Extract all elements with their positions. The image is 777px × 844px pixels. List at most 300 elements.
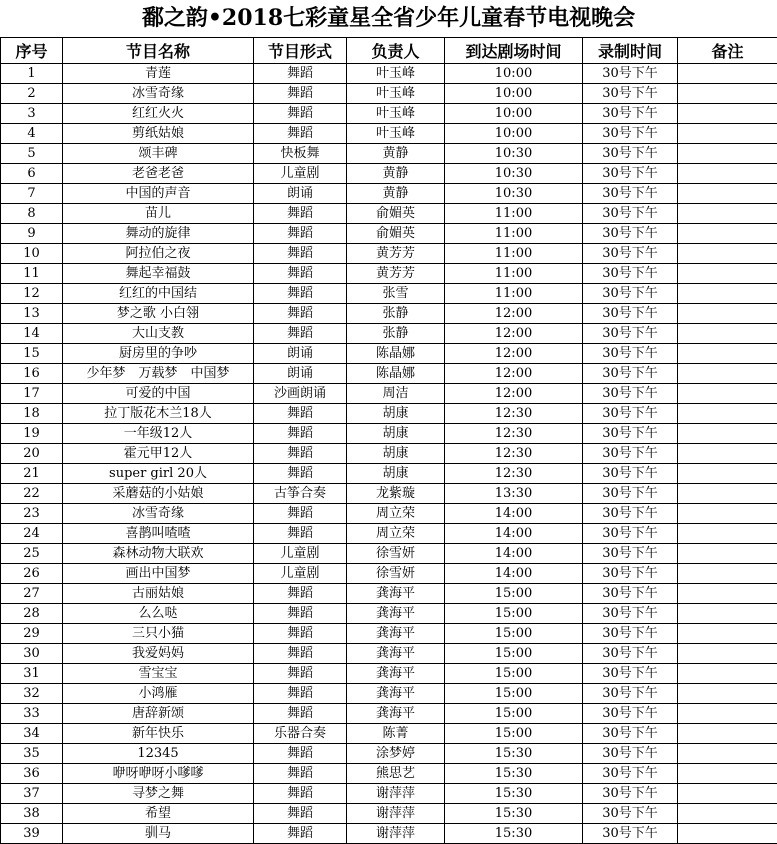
cell-name[interactable]: 红红的中国结 [63,284,254,304]
cell-arrive-time[interactable]: 15:00 [445,604,583,624]
cell-name[interactable]: 雪宝宝 [63,664,254,684]
cell-owner[interactable]: 俞媚英 [347,204,445,224]
cell-no[interactable]: 8 [1,204,63,224]
cell-arrive-time[interactable]: 10:30 [445,184,583,204]
cell-no[interactable]: 4 [1,124,63,144]
cell-no[interactable]: 29 [1,624,63,644]
cell-owner[interactable]: 陈晶娜 [347,344,445,364]
cell-owner[interactable]: 徐雪妍 [347,544,445,564]
cell-name[interactable]: 希望 [63,804,254,824]
cell-form[interactable]: 舞蹈 [254,104,347,124]
cell-arrive-time[interactable]: 12:00 [445,304,583,324]
cell-note[interactable] [678,224,777,244]
cell-form[interactable]: 舞蹈 [254,424,347,444]
cell-form[interactable]: 舞蹈 [254,524,347,544]
cell-note[interactable] [678,304,777,324]
cell-form[interactable]: 舞蹈 [254,264,347,284]
cell-form[interactable]: 舞蹈 [254,804,347,824]
cell-name[interactable]: 采蘑菇的小姑娘 [63,484,254,504]
cell-owner[interactable]: 黄静 [347,144,445,164]
cell-form[interactable]: 舞蹈 [254,84,347,104]
cell-arrive-time[interactable]: 15:00 [445,724,583,744]
cell-note[interactable] [678,804,777,824]
cell-record-time[interactable]: 30号下午 [583,84,678,104]
cell-owner[interactable]: 龚海平 [347,604,445,624]
cell-record-time[interactable]: 30号下午 [583,524,678,544]
cell-owner[interactable]: 叶玉峰 [347,84,445,104]
cell-no[interactable]: 39 [1,824,63,844]
cell-arrive-time[interactable]: 11:00 [445,284,583,304]
table-row [1,764,777,784]
cell-name[interactable]: 古丽姑娘 [63,584,254,604]
program-table [0,37,777,844]
cell-note[interactable] [678,704,777,724]
cell-record-time[interactable]: 30号下午 [583,544,678,564]
cell-arrive-time[interactable]: 12:00 [445,364,583,384]
cell-no[interactable]: 22 [1,484,63,504]
cell-form[interactable]: 朗诵 [254,364,347,384]
cell-form[interactable]: 舞蹈 [254,284,347,304]
cell-arrive-time[interactable]: 15:00 [445,644,583,664]
cell-note[interactable] [678,264,777,284]
cell-arrive-time[interactable]: 15:00 [445,584,583,604]
cell-owner[interactable]: 胡康 [347,424,445,444]
cell-no[interactable]: 36 [1,764,63,784]
cell-no[interactable]: 7 [1,184,63,204]
cell-owner[interactable]: 叶玉峰 [347,124,445,144]
cell-note[interactable] [678,204,777,224]
cell-record-time[interactable]: 30号下午 [583,744,678,764]
cell-record-time[interactable]: 30号下午 [583,824,678,844]
cell-name[interactable]: 阿拉伯之夜 [63,244,254,264]
cell-form[interactable]: 舞蹈 [254,624,347,644]
cell-owner[interactable]: 胡康 [347,444,445,464]
cell-record-time[interactable]: 30号下午 [583,444,678,464]
header-name[interactable]: 节目名称 [63,38,254,64]
cell-no[interactable]: 18 [1,404,63,424]
cell-record-time[interactable]: 30号下午 [583,244,678,264]
cell-name[interactable]: 我爱妈妈 [63,644,254,664]
cell-record-time[interactable]: 30号下午 [583,484,678,504]
cell-arrive-time[interactable]: 15:30 [445,744,583,764]
cell-no[interactable]: 3 [1,104,63,124]
cell-arrive-time[interactable]: 12:00 [445,384,583,404]
cell-owner[interactable]: 龚海平 [347,584,445,604]
cell-note[interactable] [678,464,777,484]
cell-record-time[interactable]: 30号下午 [583,784,678,804]
cell-owner[interactable]: 谢萍萍 [347,804,445,824]
cell-arrive-time[interactable]: 12:30 [445,464,583,484]
cell-owner[interactable]: 黄静 [347,184,445,204]
table-row [1,684,777,704]
cell-record-time[interactable]: 30号下午 [583,764,678,784]
cell-no[interactable]: 10 [1,244,63,264]
cell-record-time[interactable]: 30号下午 [583,704,678,724]
header-record-time[interactable]: 录制时间 [583,38,678,64]
cell-no[interactable]: 17 [1,384,63,404]
cell-note[interactable] [678,524,777,544]
cell-form[interactable]: 舞蹈 [254,324,347,344]
cell-record-time[interactable]: 30号下午 [583,384,678,404]
cell-arrive-time[interactable]: 14:00 [445,564,583,584]
cell-owner[interactable]: 龙紫璇 [347,484,445,504]
cell-arrive-time[interactable]: 10:00 [445,124,583,144]
table-body [1,64,777,844]
cell-no[interactable]: 23 [1,504,63,524]
table-row [1,504,777,524]
cell-name[interactable]: 少年梦 万载梦 中国梦 [63,364,254,384]
cell-name[interactable]: 12345 [63,744,254,764]
cell-form[interactable]: 舞蹈 [254,504,347,524]
cell-arrive-time[interactable]: 15:30 [445,824,583,844]
cell-note[interactable] [678,564,777,584]
cell-form[interactable]: 朗诵 [254,344,347,364]
cell-note[interactable] [678,164,777,184]
cell-owner[interactable]: 龚海平 [347,704,445,724]
cell-form[interactable]: 舞蹈 [254,584,347,604]
table-row [1,804,777,824]
cell-arrive-time[interactable]: 12:30 [445,404,583,424]
cell-record-time[interactable]: 30号下午 [583,64,678,84]
cell-name[interactable]: 驯马 [63,824,254,844]
cell-owner[interactable]: 俞媚英 [347,224,445,244]
cell-owner[interactable]: 谢萍萍 [347,824,445,844]
cell-arrive-time[interactable]: 10:30 [445,144,583,164]
cell-no[interactable]: 20 [1,444,63,464]
cell-form[interactable]: 朗诵 [254,184,347,204]
cell-arrive-time[interactable]: 10:00 [445,104,583,124]
cell-name[interactable]: 三只小猫 [63,624,254,644]
cell-arrive-time[interactable]: 10:00 [445,84,583,104]
cell-form[interactable]: 乐器合奏 [254,724,347,744]
cell-note[interactable] [678,544,777,564]
cell-arrive-time[interactable]: 11:00 [445,244,583,264]
cell-form[interactable]: 舞蹈 [254,204,347,224]
cell-owner[interactable]: 陈菁 [347,724,445,744]
cell-form[interactable]: 舞蹈 [254,604,347,624]
cell-form[interactable]: 儿童剧 [254,164,347,184]
cell-record-time[interactable]: 30号下午 [583,104,678,124]
cell-name[interactable]: 新年快乐 [63,724,254,744]
table-row [1,144,777,164]
cell-note[interactable] [678,244,777,264]
cell-no[interactable]: 33 [1,704,63,724]
header-form[interactable]: 节目形式 [254,38,347,64]
cell-name[interactable]: 舞起幸福鼓 [63,264,254,284]
cell-record-time[interactable]: 30号下午 [583,604,678,624]
cell-name[interactable]: 红红火火 [63,104,254,124]
cell-no[interactable]: 38 [1,804,63,824]
cell-note[interactable] [678,384,777,404]
cell-owner[interactable]: 龚海平 [347,664,445,684]
cell-owner[interactable]: 胡康 [347,404,445,424]
cell-arrive-time[interactable]: 15:00 [445,624,583,644]
cell-no[interactable]: 2 [1,84,63,104]
cell-name[interactable]: 冰雪奇缘 [63,84,254,104]
cell-arrive-time[interactable]: 14:00 [445,544,583,564]
cell-owner[interactable]: 张静 [347,304,445,324]
cell-owner[interactable]: 周洁 [347,384,445,404]
cell-record-time[interactable]: 30号下午 [583,624,678,644]
cell-owner[interactable]: 龚海平 [347,644,445,664]
cell-owner[interactable]: 黄静 [347,164,445,184]
cell-no[interactable]: 34 [1,724,63,744]
cell-arrive-time[interactable]: 10:00 [445,64,583,84]
table-row [1,364,777,384]
cell-record-time[interactable]: 30号下午 [583,584,678,604]
cell-record-time[interactable]: 30号下午 [583,144,678,164]
cell-form[interactable]: 舞蹈 [254,244,347,264]
cell-owner[interactable]: 陈晶娜 [347,364,445,384]
cell-arrive-time[interactable]: 12:00 [445,324,583,344]
cell-name[interactable]: 画出中国梦 [63,564,254,584]
cell-no[interactable]: 37 [1,784,63,804]
cell-no[interactable]: 13 [1,304,63,324]
cell-arrive-time[interactable]: 12:00 [445,344,583,364]
cell-owner[interactable]: 谢萍萍 [347,784,445,804]
cell-arrive-time[interactable]: 11:00 [445,224,583,244]
header-note[interactable]: 备注 [678,38,777,64]
header-arrive-time[interactable]: 到达剧场时间 [445,38,583,64]
cell-note[interactable] [678,344,777,364]
cell-owner[interactable]: 叶玉峰 [347,64,445,84]
cell-owner[interactable]: 黄芳芳 [347,264,445,284]
cell-record-time[interactable]: 30号下午 [583,684,678,704]
cell-record-time[interactable]: 30号下午 [583,564,678,584]
cell-arrive-time[interactable]: 12:30 [445,444,583,464]
cell-form[interactable]: 舞蹈 [254,224,347,244]
cell-note[interactable] [678,744,777,764]
cell-form[interactable]: 儿童剧 [254,544,347,564]
cell-form[interactable]: 快板舞 [254,144,347,164]
cell-note[interactable] [678,324,777,344]
cell-form[interactable]: 舞蹈 [254,304,347,324]
cell-name[interactable]: 森林动物大联欢 [63,544,254,564]
cell-note[interactable] [678,764,777,784]
cell-no[interactable]: 16 [1,364,63,384]
cell-form[interactable]: 舞蹈 [254,464,347,484]
cell-note[interactable] [678,604,777,624]
table-row [1,164,777,184]
cell-note[interactable] [678,144,777,164]
cell-note[interactable] [678,684,777,704]
cell-record-time[interactable]: 30号下午 [583,424,678,444]
table-row [1,324,777,344]
cell-no[interactable]: 30 [1,644,63,664]
cell-arrive-time[interactable]: 11:00 [445,264,583,284]
cell-name[interactable]: super girl 20人 [63,464,254,484]
cell-record-time[interactable]: 30号下午 [583,304,678,324]
cell-record-time[interactable]: 30号下午 [583,504,678,524]
cell-note[interactable] [678,784,777,804]
cell-form[interactable]: 舞蹈 [254,684,347,704]
cell-note[interactable] [678,184,777,204]
cell-record-time[interactable]: 30号下午 [583,804,678,824]
cell-record-time[interactable]: 30号下午 [583,224,678,244]
cell-owner[interactable]: 叶玉峰 [347,104,445,124]
cell-form[interactable]: 舞蹈 [254,64,347,84]
cell-note[interactable] [678,364,777,384]
cell-no[interactable]: 9 [1,224,63,244]
cell-record-time[interactable]: 30号下午 [583,284,678,304]
cell-name[interactable]: 颂丰碑 [63,144,254,164]
cell-owner[interactable]: 熊思艺 [347,764,445,784]
cell-record-time[interactable]: 30号下午 [583,324,678,344]
cell-owner[interactable]: 龚海平 [347,684,445,704]
cell-name[interactable]: 唐辞新颂 [63,704,254,724]
cell-form[interactable]: 儿童剧 [254,564,347,584]
cell-name[interactable]: 喜鹊叫喳喳 [63,524,254,544]
cell-name[interactable]: 老爸老爸 [63,164,254,184]
cell-name[interactable]: 青莲 [63,64,254,84]
cell-form[interactable]: 舞蹈 [254,784,347,804]
cell-arrive-time[interactable]: 15:30 [445,784,583,804]
header-row [1,38,777,64]
cell-name[interactable]: 苗儿 [63,204,254,224]
cell-no[interactable]: 12 [1,284,63,304]
cell-no[interactable]: 25 [1,544,63,564]
cell-arrive-time[interactable]: 15:00 [445,664,583,684]
cell-owner[interactable]: 胡康 [347,464,445,484]
cell-owner[interactable]: 龚海平 [347,624,445,644]
cell-form[interactable]: 舞蹈 [254,644,347,664]
cell-arrive-time[interactable]: 12:30 [445,424,583,444]
cell-no[interactable]: 19 [1,424,63,444]
cell-no[interactable]: 1 [1,64,63,84]
cell-note[interactable] [678,124,777,144]
cell-no[interactable]: 6 [1,164,63,184]
cell-note[interactable] [678,644,777,664]
cell-name[interactable]: 梦之歌 小白翎 [63,304,254,324]
cell-no[interactable]: 35 [1,744,63,764]
cell-record-time[interactable]: 30号下午 [583,184,678,204]
cell-arrive-time[interactable]: 10:30 [445,164,583,184]
cell-arrive-time[interactable]: 11:00 [445,204,583,224]
cell-note[interactable] [678,584,777,604]
table-row [1,84,777,104]
cell-note[interactable] [678,504,777,524]
cell-name[interactable]: 可爱的中国 [63,384,254,404]
cell-no[interactable]: 21 [1,464,63,484]
cell-form[interactable]: 舞蹈 [254,444,347,464]
cell-form[interactable]: 古筝合奏 [254,484,347,504]
cell-owner[interactable]: 徐雪妍 [347,564,445,584]
cell-no[interactable]: 32 [1,684,63,704]
cell-record-time[interactable]: 30号下午 [583,344,678,364]
cell-no[interactable]: 5 [1,144,63,164]
cell-owner[interactable]: 张雪 [347,284,445,304]
cell-note[interactable] [678,444,777,464]
cell-record-time[interactable]: 30号下午 [583,724,678,744]
cell-note[interactable] [678,284,777,304]
cell-name[interactable]: 霍元甲12人 [63,444,254,464]
cell-no[interactable]: 26 [1,564,63,584]
cell-record-time[interactable]: 30号下午 [583,464,678,484]
cell-arrive-time[interactable]: 15:00 [445,704,583,724]
cell-note[interactable] [678,484,777,504]
table-row [1,124,777,144]
cell-name[interactable]: 寻梦之舞 [63,784,254,804]
cell-form[interactable]: 舞蹈 [254,404,347,424]
cell-record-time[interactable]: 30号下午 [583,664,678,684]
cell-no[interactable]: 28 [1,604,63,624]
cell-name[interactable]: 拉丁版花木兰18人 [63,404,254,424]
cell-form[interactable]: 舞蹈 [254,704,347,724]
cell-form[interactable]: 舞蹈 [254,764,347,784]
header-owner[interactable]: 负责人 [347,38,445,64]
cell-form[interactable]: 沙画朗诵 [254,384,347,404]
cell-name[interactable]: 大山支教 [63,324,254,344]
cell-arrive-time[interactable]: 15:30 [445,804,583,824]
cell-record-time[interactable]: 30号下午 [583,204,678,224]
cell-arrive-time[interactable]: 14:00 [445,504,583,524]
cell-name[interactable]: 小鸿雁 [63,684,254,704]
cell-note[interactable] [678,624,777,644]
cell-record-time[interactable]: 30号下午 [583,364,678,384]
cell-no[interactable]: 11 [1,264,63,284]
cell-record-time[interactable]: 30号下午 [583,404,678,424]
cell-note[interactable] [678,84,777,104]
cell-form[interactable]: 舞蹈 [254,124,347,144]
cell-note[interactable] [678,64,777,84]
table-row [1,604,777,624]
cell-record-time[interactable]: 30号下午 [583,124,678,144]
cell-no[interactable]: 31 [1,664,63,684]
cell-owner[interactable]: 张静 [347,324,445,344]
table-row [1,464,777,484]
cell-name[interactable]: 剪纸姑娘 [63,124,254,144]
cell-note[interactable] [678,404,777,424]
cell-owner[interactable]: 周立荣 [347,524,445,544]
cell-note[interactable] [678,824,777,844]
cell-record-time[interactable]: 30号下午 [583,164,678,184]
table-row [1,564,777,584]
cell-name[interactable]: 舞动的旋律 [63,224,254,244]
table-row [1,344,777,364]
cell-note[interactable] [678,664,777,684]
cell-no[interactable]: 15 [1,344,63,364]
cell-owner[interactable]: 涂梦婷 [347,744,445,764]
table-row [1,524,777,544]
table-row [1,244,777,264]
cell-name[interactable]: 么么哒 [63,604,254,624]
header-no[interactable]: 序号 [1,38,63,64]
cell-owner[interactable]: 周立荣 [347,504,445,524]
cell-note[interactable] [678,424,777,444]
cell-record-time[interactable]: 30号下午 [583,264,678,284]
cell-no[interactable]: 14 [1,324,63,344]
cell-form[interactable]: 舞蹈 [254,824,347,844]
cell-arrive-time[interactable]: 15:00 [445,684,583,704]
cell-arrive-time[interactable]: 15:30 [445,764,583,784]
cell-note[interactable] [678,104,777,124]
cell-no[interactable]: 27 [1,584,63,604]
cell-name[interactable]: 冰雪奇缘 [63,504,254,524]
cell-note[interactable] [678,724,777,744]
table-row [1,444,777,464]
cell-record-time[interactable]: 30号下午 [583,644,678,664]
cell-form[interactable]: 舞蹈 [254,744,347,764]
cell-no[interactable]: 24 [1,524,63,544]
cell-arrive-time[interactable]: 13:30 [445,484,583,504]
cell-arrive-time[interactable]: 14:00 [445,524,583,544]
cell-form[interactable]: 舞蹈 [254,664,347,684]
cell-name[interactable]: 中国的声音 [63,184,254,204]
cell-owner[interactable]: 黄芳芳 [347,244,445,264]
cell-name[interactable]: 咿呀咿呀小嗲嗲 [63,764,254,784]
cell-name[interactable]: 厨房里的争吵 [63,344,254,364]
cell-name[interactable]: 一年级12人 [63,424,254,444]
